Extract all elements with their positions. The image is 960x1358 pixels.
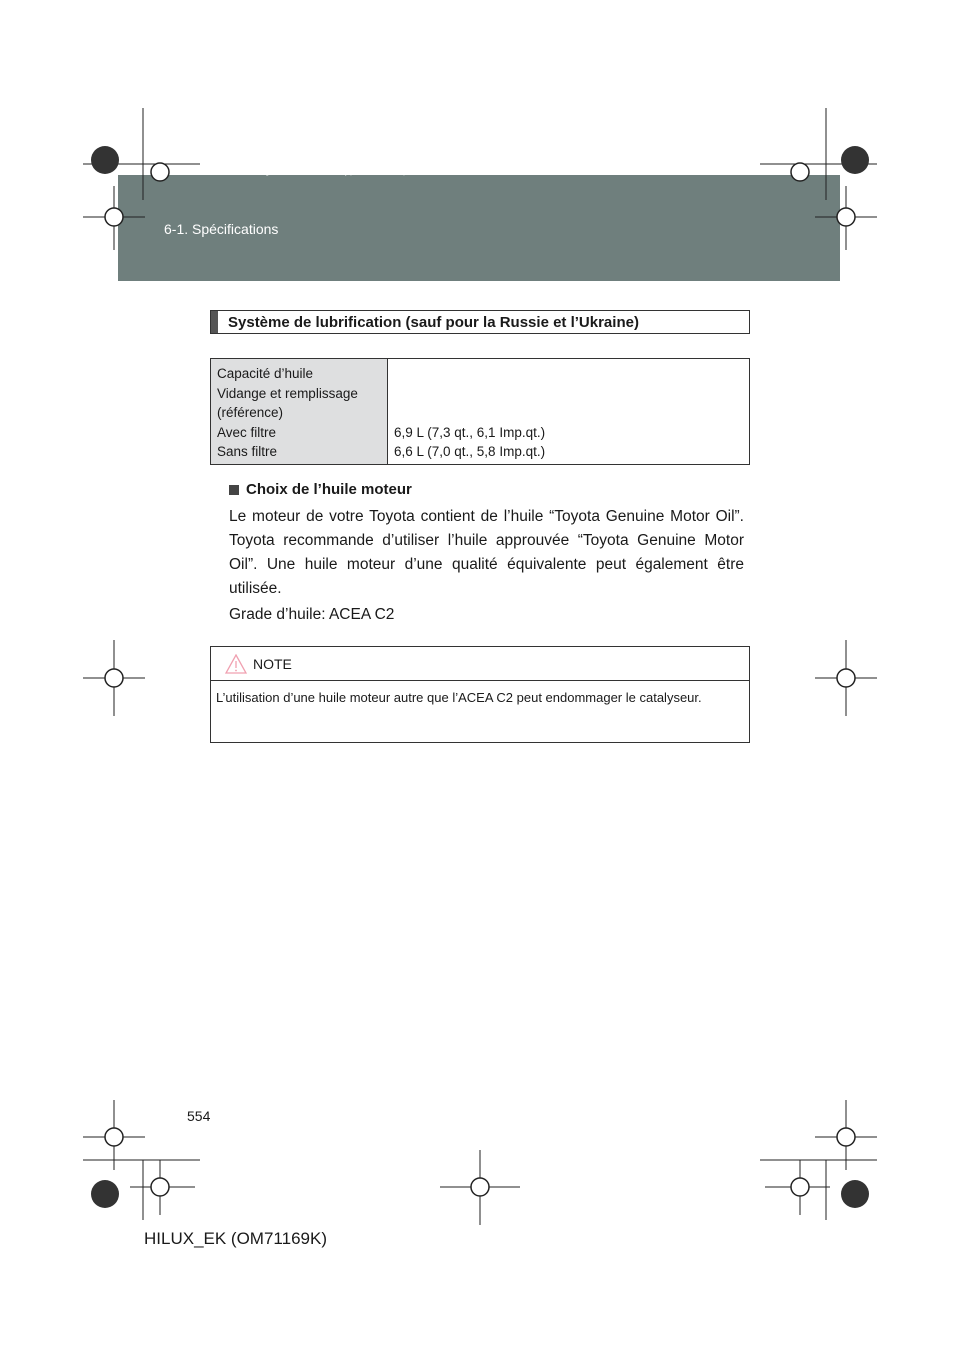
section-label: 6-1. Spécifications bbox=[164, 221, 279, 237]
label-capacity: Capacité d’huile bbox=[217, 366, 314, 381]
footer-code: HILUX_EK (OM71169K) bbox=[144, 1229, 327, 1248]
note-text: L’utilisation d’une huile moteur autre que l’ACEA C2 peut endommager le catalyseur. bbox=[216, 690, 702, 705]
section-heading bbox=[210, 310, 750, 334]
oil-capacity-table bbox=[210, 358, 750, 465]
oil-grade: Grade d’huile: ACEA C2 bbox=[229, 606, 395, 623]
value-without-filter: 6,6 L (7,0 qt., 5,8 Imp.qt.) bbox=[394, 444, 546, 459]
square-bullet-icon bbox=[229, 485, 239, 495]
note-header bbox=[211, 647, 749, 681]
table-value-column bbox=[388, 359, 749, 464]
warning-triangle-icon bbox=[225, 654, 247, 674]
book-stamp: HILUX_EK.book Page 554 Wednesday, March 23, 2011 3:03 PM bbox=[180, 168, 477, 177]
oil-choice-heading bbox=[229, 481, 412, 498]
note-box bbox=[210, 646, 750, 743]
oil-choice-heading-text: Choix de l’huile moteur bbox=[246, 481, 412, 498]
label-drain-refill: Vidange et remplissage bbox=[217, 385, 358, 401]
label-with-filter: Avec filtre bbox=[217, 424, 277, 440]
section-heading-text: Système de lubrification (sauf pour la Russie et l’Ukraine) bbox=[228, 313, 639, 331]
table-label-column bbox=[211, 359, 388, 464]
oil-choice-body: Le moteur de votre Toyota contient de l’huile “Toyota Genuine Motor Oil”. Toyota recommande d’utiliser l’huile approuvée “Toyota Genuine Motor Oil”. Une huile moteur d’une qualité équivalente peut également être utilisée. bbox=[229, 508, 744, 597]
label-without-filter: Sans filtre bbox=[217, 444, 278, 459]
page-number: 554 bbox=[187, 1108, 211, 1124]
label-reference: (référence) bbox=[217, 405, 284, 420]
note-title: NOTE bbox=[253, 655, 292, 672]
value-with-filter: 6,9 L (7,3 qt., 6,1 Imp.qt.) bbox=[394, 424, 546, 440]
heading-bar bbox=[211, 311, 218, 333]
